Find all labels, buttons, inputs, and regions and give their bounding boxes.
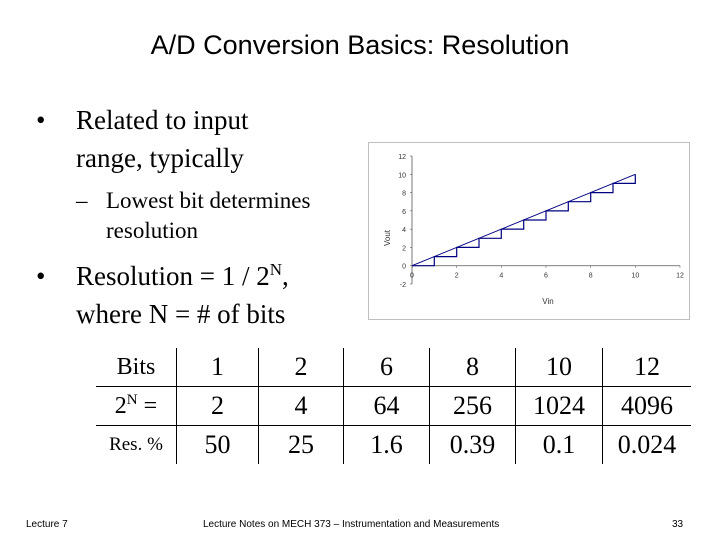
chart-border bbox=[369, 143, 690, 320]
table-cell: 256 bbox=[430, 387, 516, 426]
sub-bullet-line-1: Lowest bit determines bbox=[106, 188, 311, 213]
formula-prefix: Resolution = 1 / 2 bbox=[76, 261, 270, 291]
footer-course: Lecture Notes on MECH 373 – Instrumentation and Measurements bbox=[203, 519, 500, 530]
chart-x-tick-label: 4 bbox=[499, 272, 504, 280]
adc-transfer-chart bbox=[368, 142, 690, 320]
chart-x-tick-label: 12 bbox=[676, 272, 684, 280]
table-cell: 2 bbox=[177, 387, 259, 426]
label-suffix: = bbox=[137, 392, 158, 419]
table-cell: 25 bbox=[259, 426, 344, 465]
table-cell: 8 bbox=[430, 348, 516, 387]
label-exponent: N bbox=[126, 391, 138, 408]
sub-bullet-text bbox=[106, 186, 310, 246]
chart-x-tick-label: 6 bbox=[544, 272, 548, 280]
table-cell: 50 bbox=[177, 426, 259, 465]
table-row-bits bbox=[96, 348, 691, 387]
chart-y-tick-label: 6 bbox=[402, 208, 406, 216]
table-cell: 2 bbox=[259, 348, 344, 387]
row-label-bits: Bits bbox=[96, 348, 177, 387]
table-cell: 1024 bbox=[516, 387, 603, 426]
formula-line bbox=[76, 257, 289, 295]
formula-exponent: N bbox=[269, 260, 283, 279]
table-cell: 1 bbox=[177, 348, 259, 387]
table-row-res bbox=[96, 426, 691, 465]
bullet-text bbox=[76, 101, 248, 177]
table-cell: 1.6 bbox=[344, 426, 430, 465]
table-cell: 0.39 bbox=[430, 426, 516, 465]
table-cell: 12 bbox=[603, 348, 692, 387]
bullet-text bbox=[76, 257, 289, 333]
label-base: 2 bbox=[114, 392, 127, 419]
bullet-line-1: Related to input bbox=[76, 105, 249, 135]
footer-page-number: 33 bbox=[672, 519, 684, 530]
row-label-2n bbox=[96, 387, 177, 426]
chart-y-tick-label: -2 bbox=[399, 282, 406, 289]
table-cell: 6 bbox=[344, 348, 430, 387]
bullet-marker: • bbox=[36, 105, 46, 135]
sub-bullet-marker: – bbox=[76, 188, 88, 213]
table-cell: 10 bbox=[516, 348, 603, 387]
bullet-marker: • bbox=[36, 261, 46, 291]
chart-y-label: Vout bbox=[383, 229, 392, 247]
table-cell: 64 bbox=[344, 387, 430, 426]
chart-x-tick-label: 0 bbox=[410, 272, 414, 280]
chart-x-label: Vin bbox=[542, 297, 554, 306]
chart-y-tick-label: 12 bbox=[398, 154, 406, 161]
formula-suffix: , bbox=[282, 261, 289, 291]
chart-y-tick-label: 8 bbox=[402, 190, 406, 198]
chart-x-tick-label: 10 bbox=[631, 272, 640, 280]
chart-y-tick-label: 0 bbox=[402, 263, 406, 271]
table-cell: 0.024 bbox=[603, 426, 692, 465]
chart-y-tick-label: 2 bbox=[402, 245, 406, 253]
bits-resolution-table bbox=[96, 348, 691, 464]
formula-line-2: where N = # of bits bbox=[76, 299, 286, 329]
table-cell: 4 bbox=[259, 387, 344, 426]
table-cell: 0.1 bbox=[516, 426, 603, 465]
chart-x-tick-label: 8 bbox=[588, 272, 593, 280]
chart-x-tick-label: 2 bbox=[454, 272, 459, 280]
chart-y-tick-label: 4 bbox=[402, 227, 406, 235]
footer-lecture: Lecture 7 bbox=[26, 519, 68, 530]
table-cell: 4096 bbox=[603, 387, 692, 426]
chart-y-tick-label: 10 bbox=[398, 172, 406, 180]
row-label-res: Res. % bbox=[96, 426, 177, 465]
table-row-2n bbox=[96, 387, 691, 426]
sub-bullet-line-2: resolution bbox=[106, 218, 198, 243]
bullet-line-2: range, typically bbox=[76, 143, 244, 173]
slide-title: A/D Conversion Basics: Resolution bbox=[150, 30, 570, 60]
